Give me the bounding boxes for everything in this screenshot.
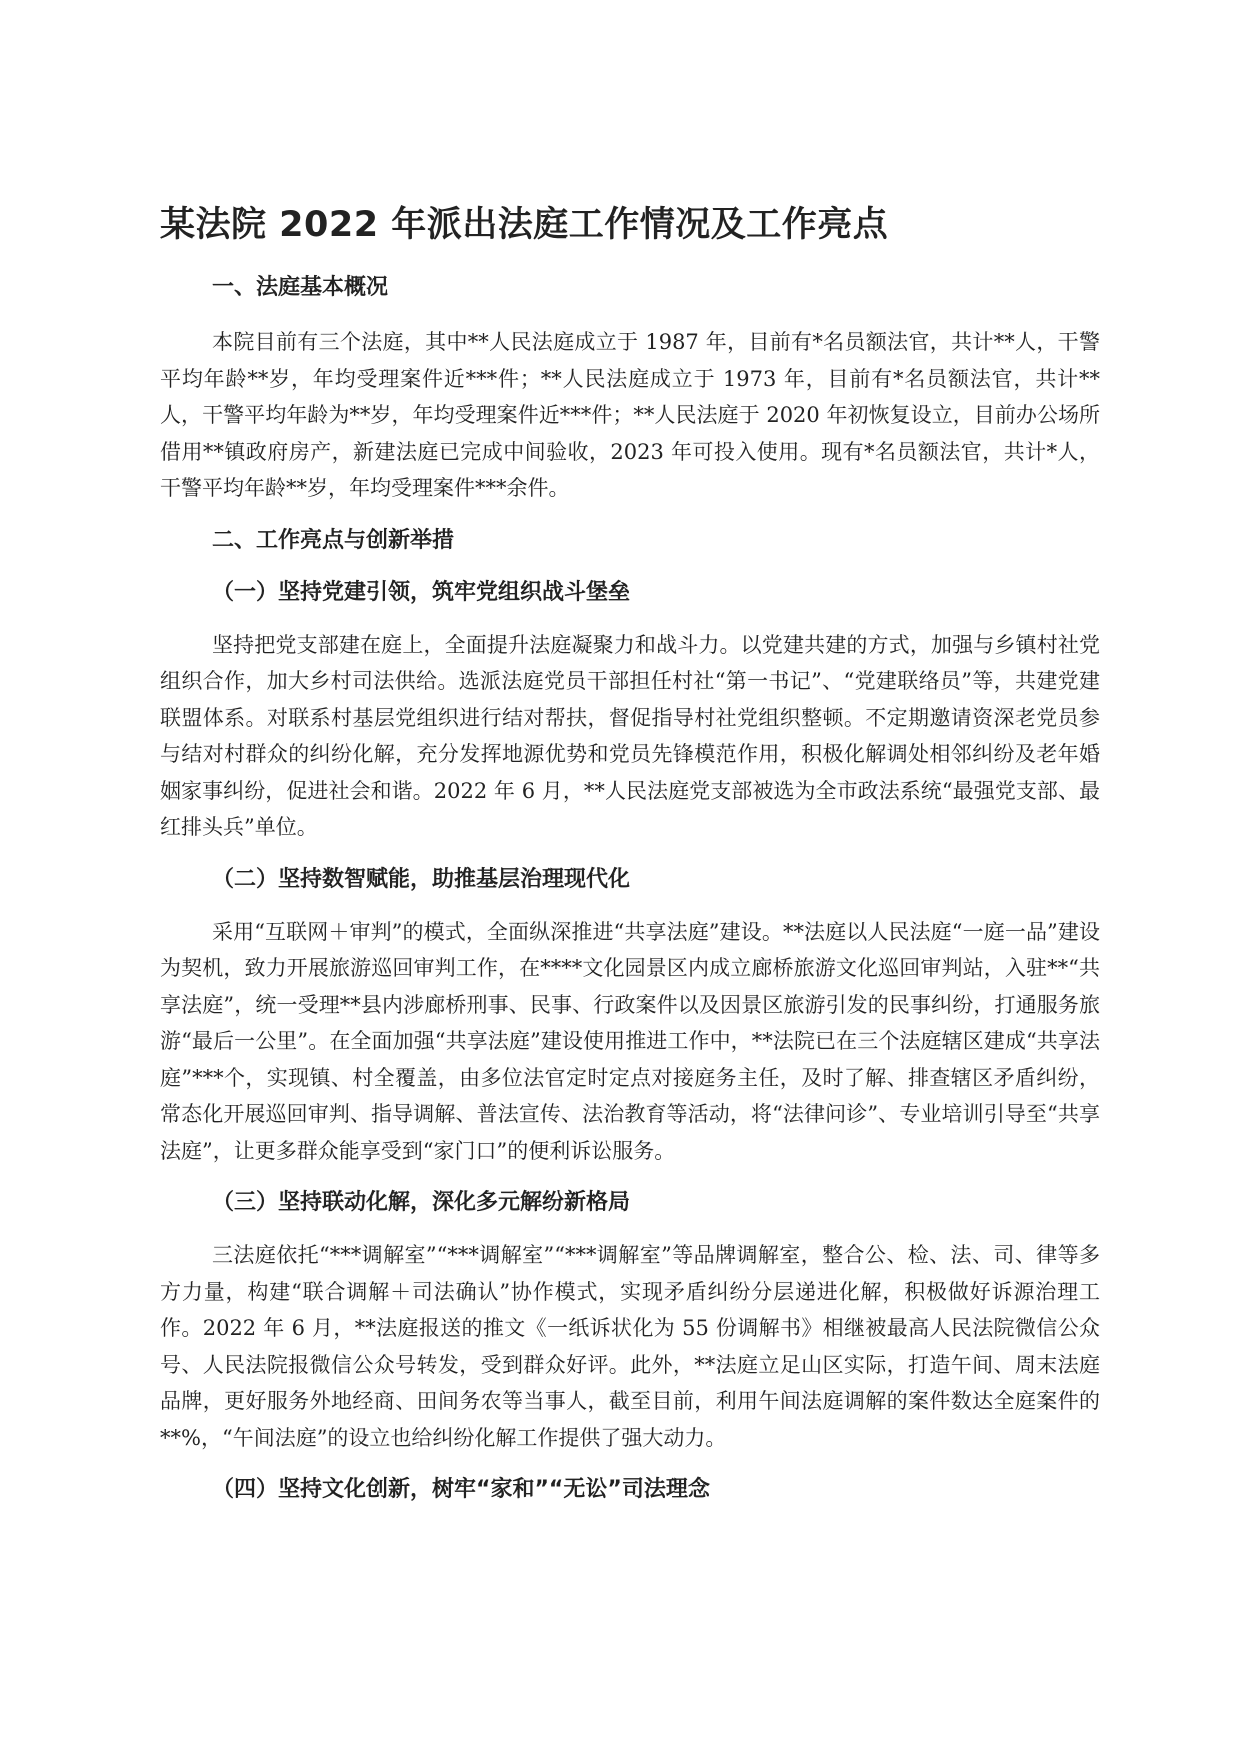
party-building-paragraph: 坚持把党支部建在庭上，全面提升法庭凝聚力和战斗力。以党建共建的方式，加强与乡镇村社党组织合作，加大乡村司法供给。选派法庭党员干部担任村社“第一书记”、“党建联络员”等，共建党建联盟体系。对联系村基层党组织进行结对帮扶，督促指导村社党组织整顿。不定期邀请资深老党员参与结对村群众的纠纷化解，充分发挥地源优势和党员先锋模范作用，积极化解调处相邻纠纷及老年婚姻家事纠纷，促进社会和谐。2022 年 6 月，**人民法庭党支部被选为全市政法系统“最强党支部、最红排头兵”单位。 xyxy=(160,632,1100,839)
digital-paragraph: 采用“互联网＋审判”的模式，全面纵深推进“共享法庭”建设。**法庭以人民法庭“一庭一品”建设为契机，致力开展旅游巡回审判工作，在****文化园景区内成立廊桥旅游文化巡回审判站，入驻**“共享法庭”，统一受理**县内涉廊桥刑事、民事、行政案件以及因景区旅游引发的民事纠纷，打通服务旅游“最后一公里”。在全面加强“共享法庭”建设使用推进工作中，**法院已在三个法庭辖区建成“共享法庭”***个，实现镇、村全覆盖，由多位法官定时定点对接庭务主任，及时了解、排查辖区矛盾纠纷，常态化开展巡回审判、指导调解、普法宣传、法治教育等活动，将“法律问诊”、专业培训引导至“共享法庭”，让更多群众能享受到“家门口”的便利诉讼服务。 xyxy=(160,919,1100,1163)
section-heading-highlights: 二、工作亮点与创新举措 xyxy=(212,527,455,553)
section-heading-overview: 一、法庭基本概况 xyxy=(212,275,389,300)
overview-paragraph: 本院目前有三个法庭，其中**人民法庭成立于 1987 年，目前有*名员额法官，共计**人，干警平均年龄**岁，年均受理案件近***件；**人民法庭成立于 1973 年，目前有*名员额法官，共计**人，干警平均年龄为**岁，年均受理案件近***件；**人民法庭于 2020 年初恢复设立，目前办公场所借用**镇政府房产，新建法庭已完成中间验收，2023 年可投入使用。现有*名员额法官，共计*人，干警平均年龄**岁，年均受理案件***余件。 xyxy=(160,330,1100,500)
document-page xyxy=(160,200,1100,1524)
subsection-heading-culture: （四）坚持文化创新，树牢“家和”“无讼”司法理念 xyxy=(212,1477,710,1502)
subsection-heading-party-building: （一）坚持党建引领，筑牢党组织战斗堡垒 xyxy=(212,579,631,605)
document-title: 某法院 2022 年派出法庭工作情况及工作亮点 xyxy=(160,205,889,245)
subsection-heading-mediation: （三）坚持联动化解，深化多元解纷新格局 xyxy=(212,1190,631,1215)
mediation-paragraph: 三法庭依托“***调解室”“***调解室”“***调解室”等品牌调解室，整合公、检、法、司、律等多方力量，构建“联合调解＋司法确认”协作模式，实现矛盾纠纷分层递进化解，积极做好诉源治理工作。2022 年 6 月，**法庭报送的推文《一纸诉状化为 55 份调解书》相继被最高人民法院微信公众号、人民法院报微信公众号转发，受到群众好评。此外，**法庭立足山区实际，打造午间、周末法庭品牌，更好服务外地经商、田间务农等当事人，截至目前，利用午间法庭调解的案件数达全庭案件的**%，“午间法庭”的设立也给纠纷化解工作提供了强大动力。 xyxy=(160,1243,1100,1450)
subsection-heading-digital: （二）坚持数智赋能，助推基层治理现代化 xyxy=(212,866,631,892)
